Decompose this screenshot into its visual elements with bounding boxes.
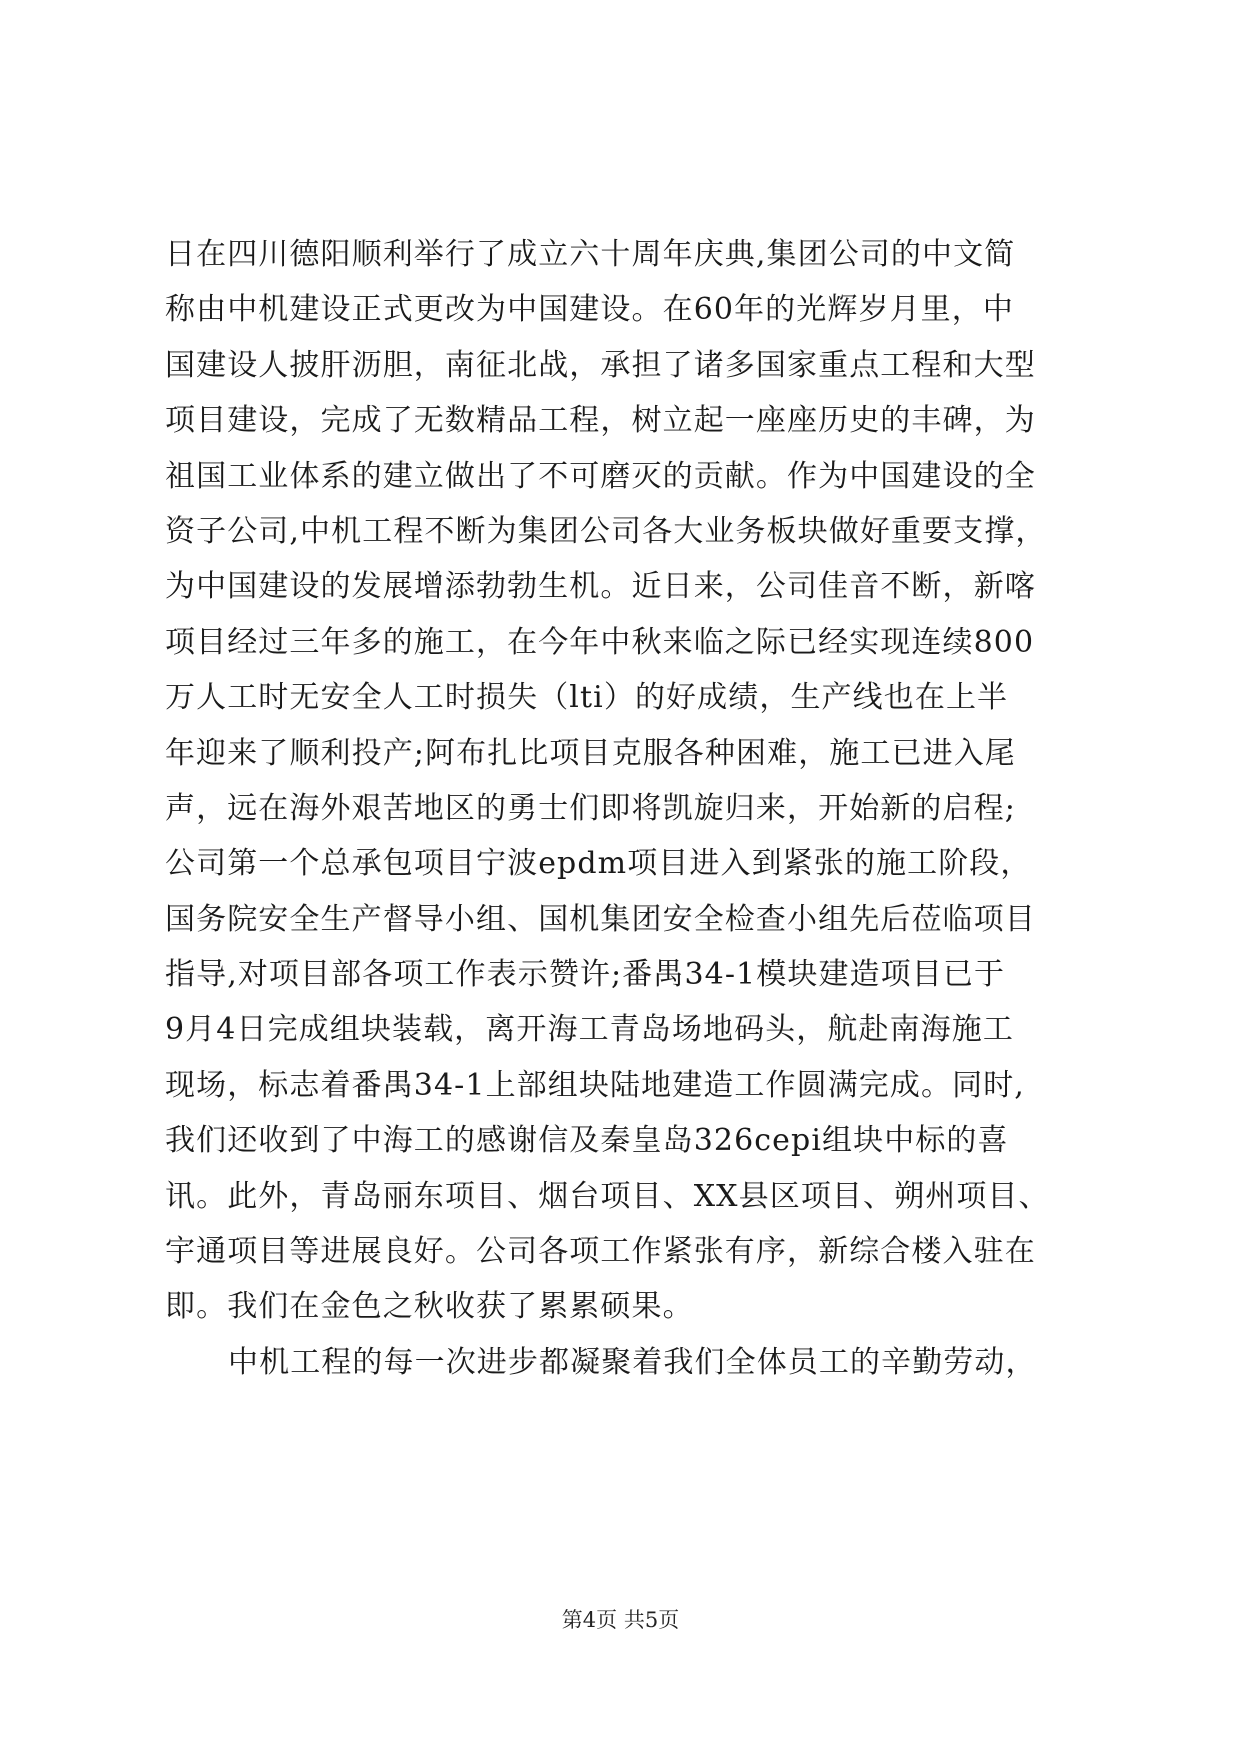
text-line: 指导,对项目部各项工作表示赞许;番禺34-1模块建造项目已于 xyxy=(165,957,1006,993)
text-line: 祖国工业体系的建立做出了不可磨灭的贡献。作为中国建设的全 xyxy=(165,458,1036,494)
text-line: 9月4日完成组块装载，离开海工青岛场地码头，航赴南海施工 xyxy=(165,1012,1014,1048)
text-line: 为中国建设的发展增添勃勃生机。近日来，公司佳音不断，新喀 xyxy=(165,569,1036,605)
page-number-footer: 第4页 共5页 xyxy=(561,1608,680,1632)
text-line: 宇通项目等进展良好。公司各项工作紧张有序，新综合楼入驻在 xyxy=(165,1234,1036,1270)
text-line: 年迎来了顺利投产;阿布扎比项目克服各种困难，施工已进入尾 xyxy=(165,735,1016,771)
text-line: 项目建设，完成了无数精品工程，树立起一座座历史的丰碑，为 xyxy=(165,403,1036,439)
text-line: 即。我们在金色之秋收获了累累硕果。 xyxy=(165,1289,694,1325)
paragraph-start-line: 中机工程的每一次进步都凝聚着我们全体员工的辛勤劳动， xyxy=(228,1344,1037,1380)
text-line: 声，远在海外艰苦地区的勇士们即将凯旋归来，开始新的启程; xyxy=(165,790,1016,826)
text-line: 国务院安全生产督导小组、国机集团安全检查小组先后莅临项目 xyxy=(165,901,1036,937)
body-text xyxy=(165,227,1095,1390)
text-line: 日在四川德阳顺利举行了成立六十周年庆典,集团公司的中文简 xyxy=(165,237,1016,272)
text-line: 国建设人披肝沥胆，南征北战，承担了诸多国家重点工程和大型 xyxy=(165,347,1036,383)
text-line: 资子公司,中机工程不断为集团公司各大业务板块做好重要支撑， xyxy=(165,513,1047,549)
text-line: 我们还收到了中海工的感谢信及秦皇岛326cepi组块中标的喜 xyxy=(165,1123,1009,1159)
text-line: 公司第一个总承包项目宁波epdm项目进入到紧张的施工阶段， xyxy=(165,846,1032,882)
text-line: 称由中机建设正式更改为中国建设。在60年的光辉岁月里，中 xyxy=(165,292,1014,328)
text-line: 万人工时无安全人工时损失（lti）的好成绩，生产线也在上半 xyxy=(165,680,1009,716)
text-line: 讯。此外，青岛丽东项目、烟台项目、XX县区项目、朔州项目、 xyxy=(165,1178,1050,1214)
text-line: 现场，标志着番禺34-1上部组块陆地建造工作圆满完成。同时, xyxy=(165,1067,1025,1103)
text-line: 项目经过三年多的施工，在今年中秋来临之际已经实现连续800 xyxy=(165,624,1035,660)
